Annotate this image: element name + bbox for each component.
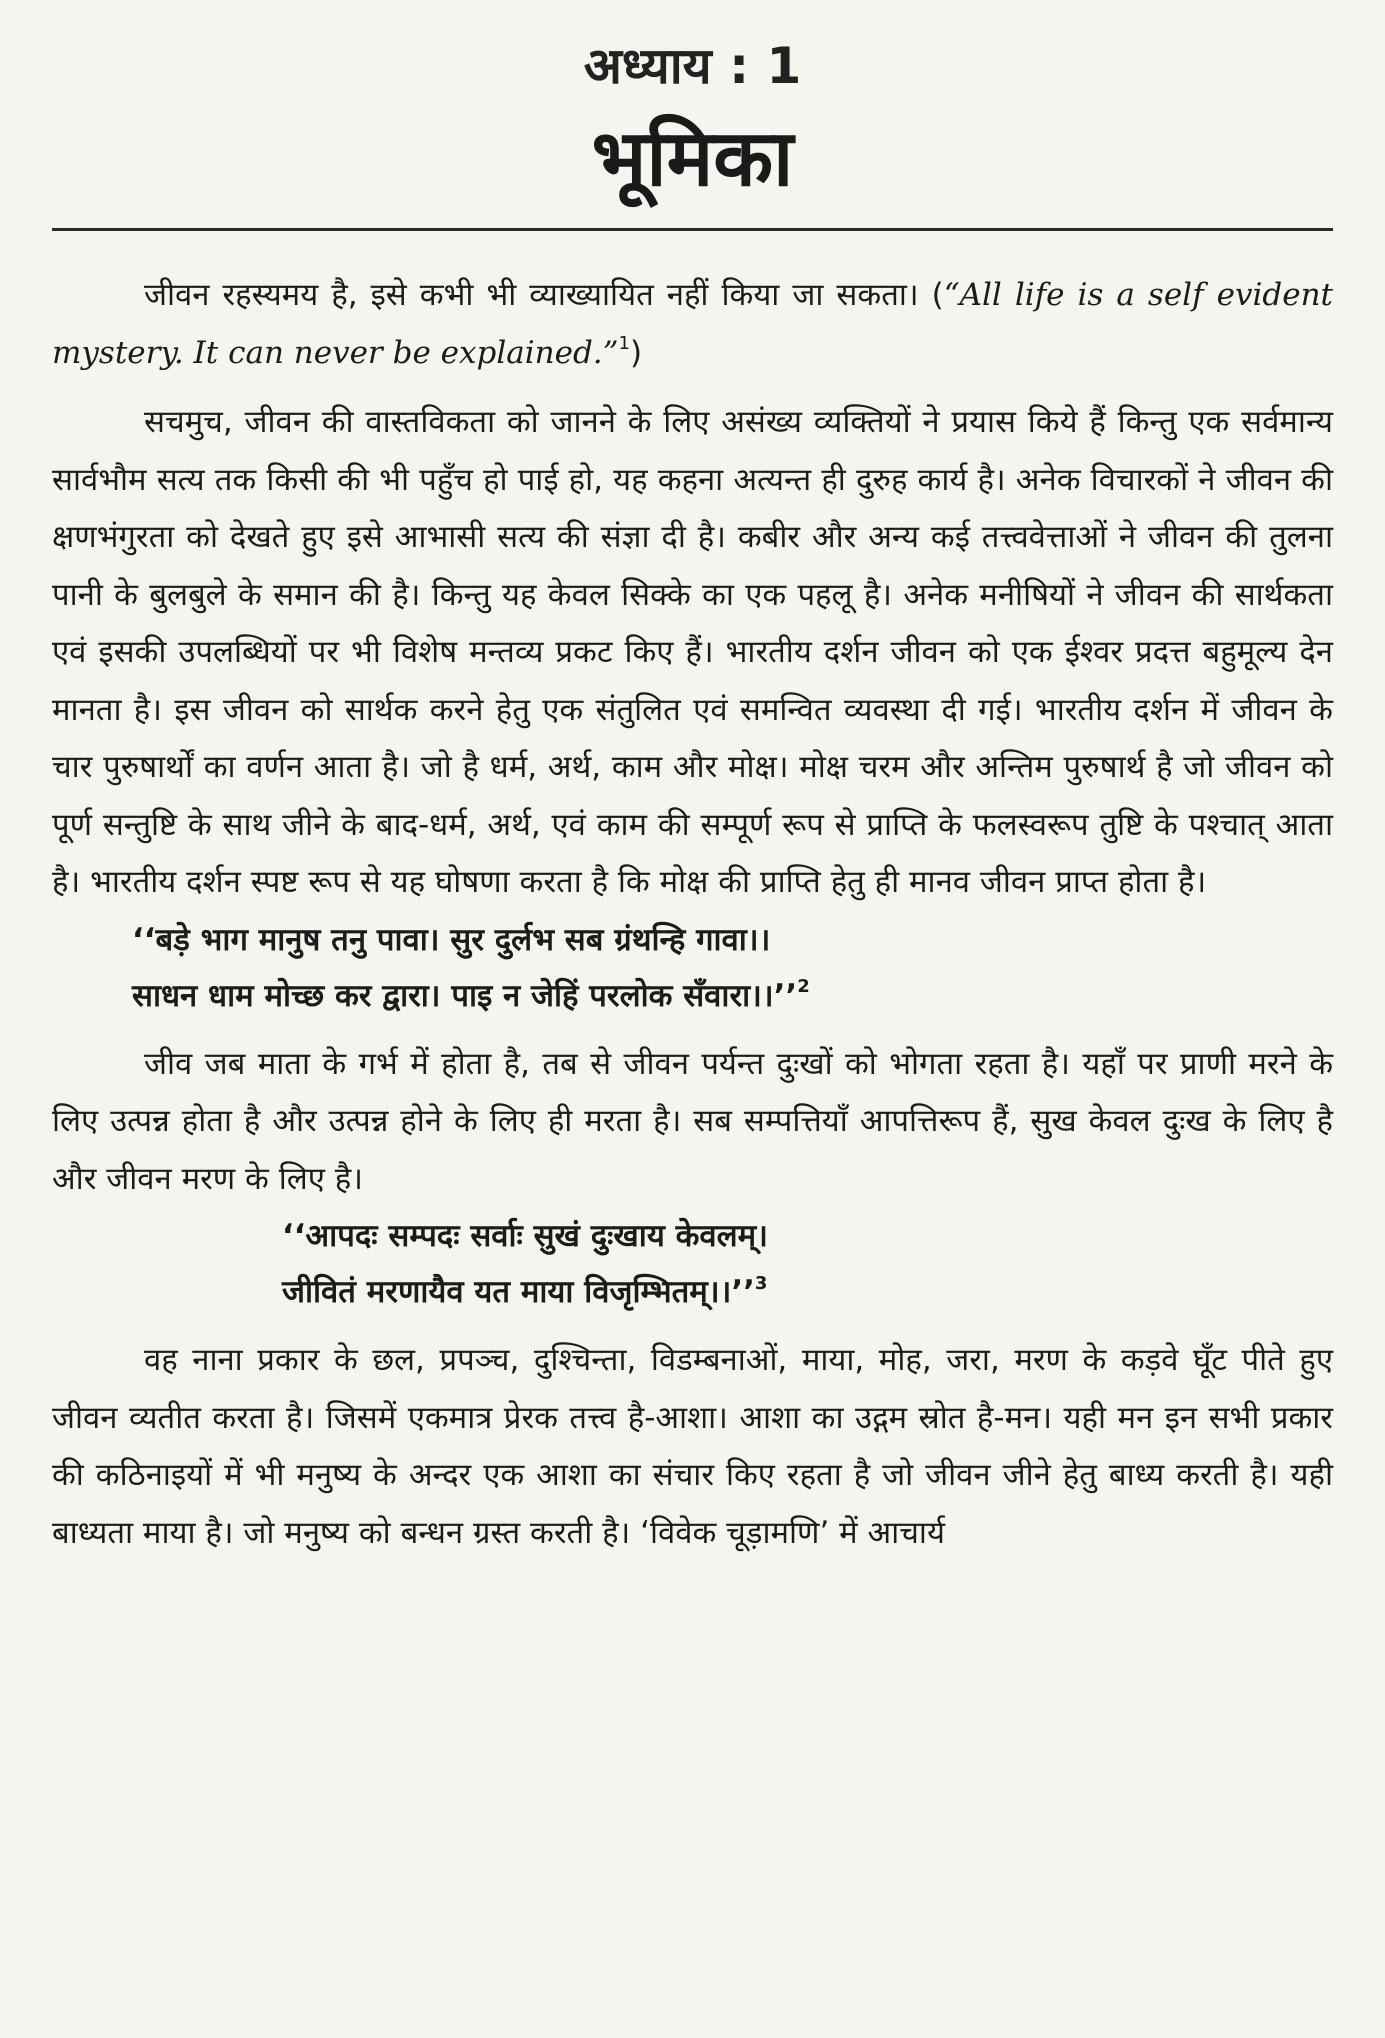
verse-1-line-2	[52, 968, 1333, 1024]
verse-2-line-1: ‘‘आपदः सम्पदः सर्वाः सुखं दुःखाय केवलम्।	[282, 1218, 768, 1254]
verse-1-line-1: ‘‘बड़े भाग मानुष तनु पावा। सुर दुर्लभ सब ग्रंथन्हि गावा।।	[132, 921, 771, 958]
body-text	[52, 231, 1333, 1562]
chapter-label: अध्याय : 1	[583, 37, 802, 95]
paragraph-1-hindi: जीवन रहस्यमय है, इसे कभी भी व्याख्यायित नहीं किया जा सकता। (	[144, 277, 944, 313]
footnote-ref-2: 2	[797, 976, 810, 998]
paragraph-3: जीव जब माता के गर्भ में होता है, तब से जीवन पर्यन्त दुःखों को भोगता रहता है। यहाँ पर प्राणी मरने के लिए उत्पन्न होता है और उत्पन्न होने के लिए ही मरता है। सब सम्पत्तियाँ आपत्तिरूप हैं, सुख केवल दुःख के लिए है और जीवन मरण के लिए है।	[52, 1045, 1333, 1197]
verse-2-line-2-text: जीवितं मरणायैव यत माया विजृम्भितम्।।’’	[282, 1274, 755, 1310]
paragraph-1-close: )	[629, 334, 643, 371]
footnote-ref-1: 1	[618, 333, 630, 355]
paragraph-4: वह नाना प्रकार के छल, प्रपञ्च, दुश्चिन्ता, विडम्बनाओं, माया, मोह, जरा, मरण के कड़वे घूँट पीते हुए जीवन व्यतीत करता है। जिसमें एकमात्र प्रेरक तत्त्व है-आशा। आशा का उद्गम स्रोत है-मन। यही मन इन सभी प्रकार की कठिनाइयों में भी मनुष्य के अन्दर एक आशा का संचार किए रहता है जो जीवन जीने हेतु बाध्य करती है। यही बाध्यता माया है। जो मनुष्य को बन्धन ग्रस्त करती है। ‘विवेक चूड़ामणि’ में आचार्य	[52, 1342, 1333, 1551]
paragraph-1	[52, 267, 1333, 382]
verse-2-line-2	[52, 1264, 1333, 1320]
chapter-title: भूमिका	[591, 114, 794, 204]
verse-1-line-2-text: साधन धाम मोच्छ कर द्वारा। पाइ न जेहिं परलोक सँवारा।।’’	[132, 977, 798, 1014]
english-quote: “All life is a self evident mystery. It can never be explained.”	[52, 277, 1333, 371]
footnote-ref-3: 3	[754, 1272, 768, 1294]
paragraph-2: सचमुच, जीवन की वास्तविकता को जानने के लिए असंख्य व्यक्तियों ने प्रयास किये हैं किन्तु एक सर्वमान्य सार्वभौम सत्य तक किसी की भी पहुँच हो पाई हो, यह कहना अत्यन्त ही दुरुह कार्य है। अनेक विचारकों ने जीवन की क्षणभंगुरता को देखते हुए इसे आभासी सत्य की संज्ञा दी है। कबीर और अन्य कई तत्त्ववेत्ताओं ने जीवन की तुलना पानी के बुलबुले के समान की है। किन्तु यह केवल सिक्के का एक पहलू है। अनेक मनीषियों ने जीवन की सार्थकता एवं इसकी उपलब्धियों पर भी विशेष मन्तव्य प्रकट किए हैं। भारतीय दर्शन जीवन को एक ईश्वर प्रदत्त बहुमूल्य देन मानता है। इस जीवन को सार्थक करने हेतु एक संतुलित एवं समन्वित व्यवस्था दी गई। भारतीय दर्शन में जीवन के चार पुरुषार्थों का वर्णन आता है। जो है धर्म, अर्थ, काम और मोक्ष। मोक्ष चरम और अन्तिम पुरुषार्थ है जो जीवन को पूर्ण सन्तुष्टि के साथ जीने के बाद-धर्म, अर्थ, एवं काम की सम्पूर्ण रूप से प्राप्ति के फलस्वरूप तुष्टि के पश्चात् आता है। भारतीय दर्शन स्पष्ट रूप से यह घोषणा करता है कि मोक्ष की प्राप्ति हेतु ही मानव जीवन प्राप्त होता है।	[52, 404, 1333, 900]
